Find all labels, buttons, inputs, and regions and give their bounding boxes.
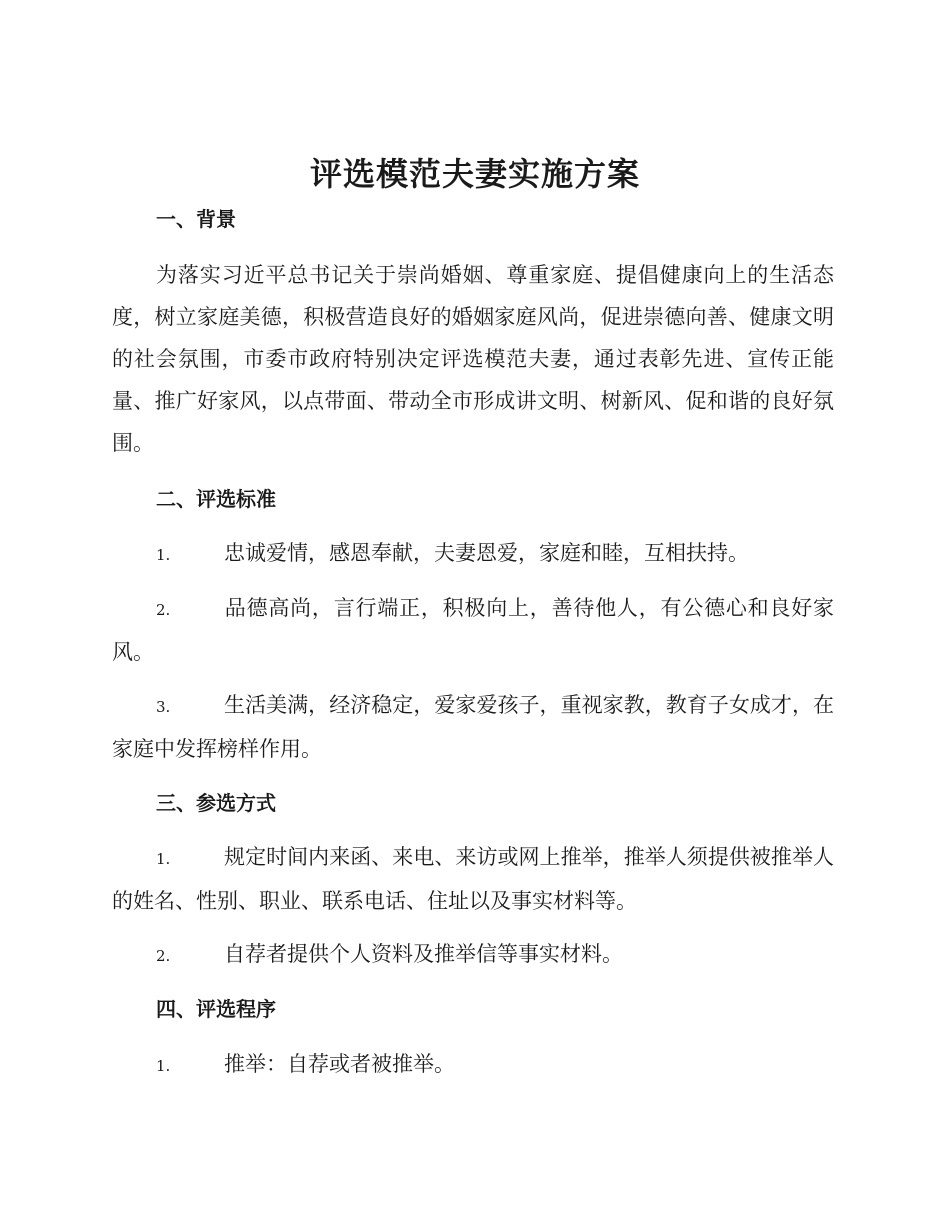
list-number: 1.: [156, 546, 171, 564]
list-item: [112, 684, 834, 770]
list-item: [112, 1043, 834, 1087]
section-heading-procedure: 四、评选程序: [156, 997, 276, 1021]
list-text: 忠诚爱情，感恩奉献，夫妻恩爱，家庭和睦，互相扶持。: [224, 541, 749, 565]
list-text: 推举：自荐或者被推举。: [224, 1052, 455, 1076]
section-paragraph-background: 为落实习近平总书记关于崇尚婚姻、尊重家庭、提倡健康向上的生活态度，树立家庭美德，积极营造良好的婚姻家庭风尚，促进崇德向善、健康文明的社会氛围，市委市政府特别决定评选模范夫妻，通过表彰先进、宣传正能量、推广好家风，以点带面、带动全市形成讲文明、树新风、促和谐的良好氛围。: [112, 263, 834, 455]
list-item: [112, 836, 834, 922]
list-item: [112, 532, 834, 576]
section-heading-method: 三、参选方式: [156, 791, 276, 815]
section-heading-background: 一、背景: [156, 207, 236, 231]
list-text: 生活美满，经济稳定，爱家爱孩子，重视家教，教育子女成才，在家庭中发挥榜样作用。: [112, 693, 834, 761]
list-number: 1.: [156, 850, 171, 868]
list-item: [112, 933, 834, 977]
list-item: [112, 587, 834, 673]
document-title: 评选模范夫妻实施方案: [309, 155, 640, 193]
list-number: 2.: [156, 947, 171, 965]
list-text: 规定时间内来函、来电、来访或网上推举，推举人须提供被推举人的姓名、性别、职业、联系电话、住址以及事实材料等。: [112, 845, 834, 913]
list-number: 3.: [156, 698, 171, 716]
list-number: 2.: [156, 601, 171, 619]
list-text: 品德高尚，言行端正，积极向上，善待他人，有公德心和良好家风。: [112, 596, 834, 664]
list-number: 1.: [156, 1057, 171, 1075]
list-text: 自荐者提供个人资料及推举信等事实材料。: [224, 942, 623, 966]
section-heading-criteria: 二、评选标准: [156, 487, 276, 511]
